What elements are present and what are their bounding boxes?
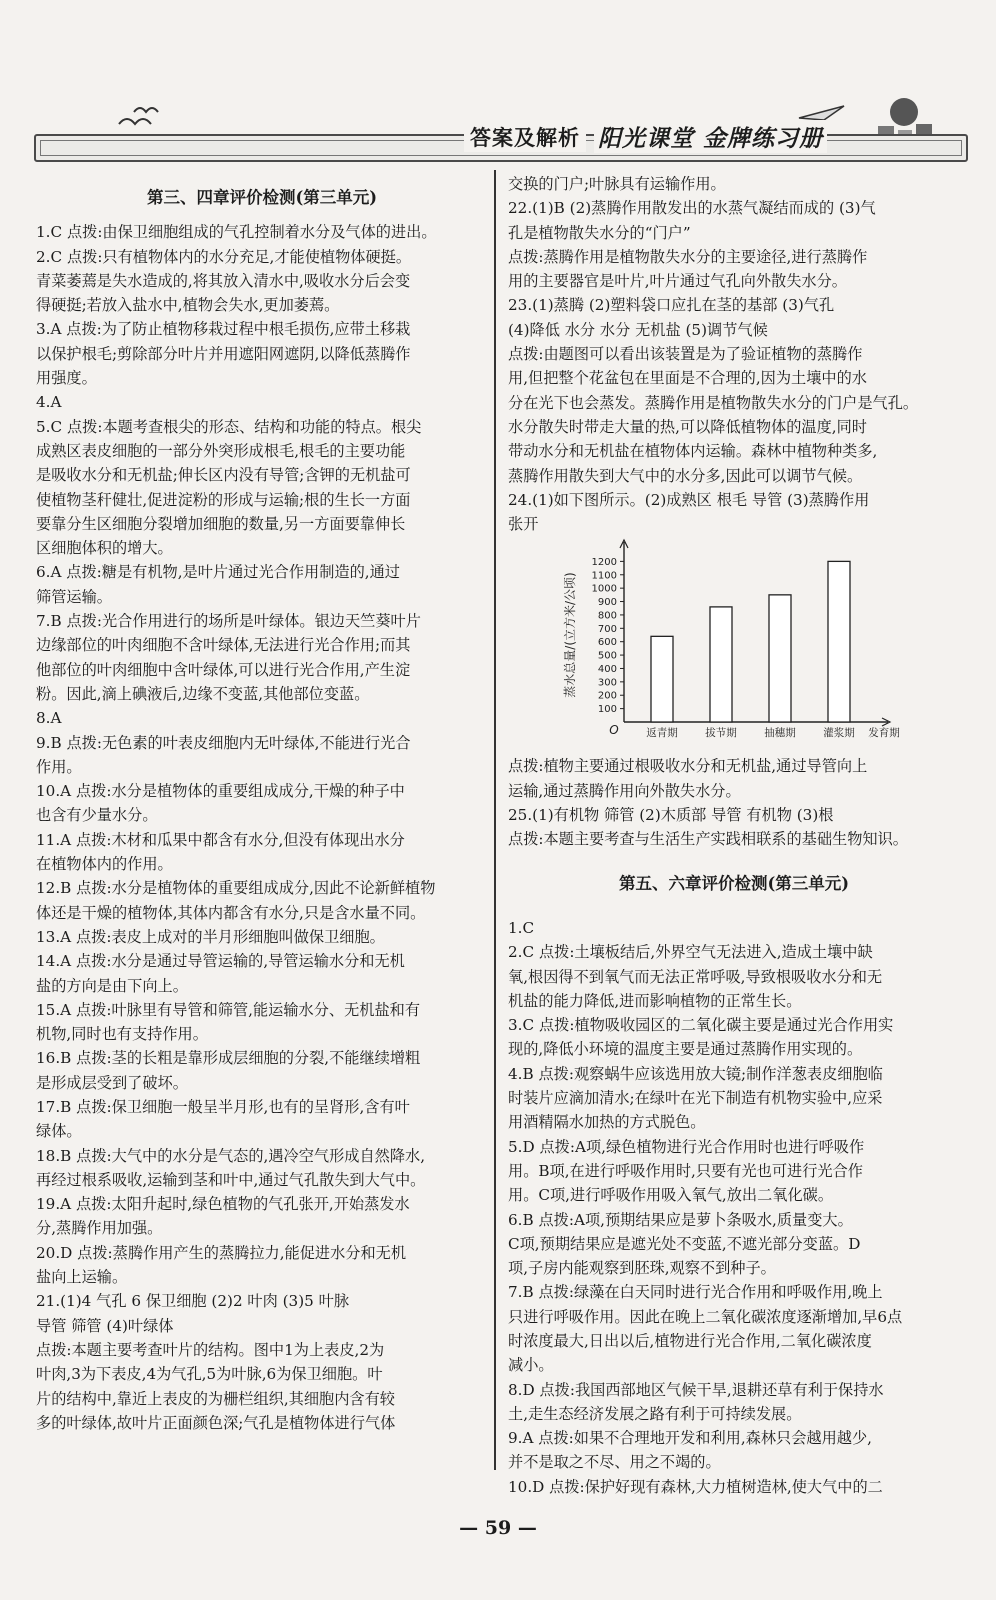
header-brand: 阳光课堂 金牌练习册 (594, 120, 827, 153)
answer-line: 作用。 (36, 757, 82, 776)
answer-line: 得硬挺;若放入盐水中,植物会失水,更加萎蔫。 (36, 296, 340, 315)
answer-line: 时浓度最大,日出以后,植物进行光合作用,二氧化碳浓度 (508, 1331, 872, 1350)
answer-line: 用酒精隔水加热的方式脱色。 (508, 1113, 706, 1132)
y-tick-label: 1100 (591, 570, 617, 582)
answer-line: 用。C项,进行呼吸作用吸入氧气,放出二氧化碳。 (508, 1186, 834, 1205)
answer-line: 氧,根因得不到氧气而无法正常呼吸,导致根吸收水分和无 (508, 967, 883, 986)
answer-line: 12.B 点拨:水分是植物体的重要组成成分,因此不论新鲜植物 (36, 879, 436, 898)
x-tick-label: 返青期 (646, 727, 678, 740)
answer-line: 现的,降低小环境的温度主要是通过蒸腾作用实现的。 (508, 1040, 863, 1059)
answer-line: 是吸收水分和无机盐;伸长区内没有导管;含钾的无机盐可 (36, 466, 411, 485)
answer-line: 再经过根系吸收,运输到茎和叶中,通过气孔散失到大气中。 (36, 1170, 426, 1189)
answer-line: 张开 (508, 515, 539, 534)
answer-line: 减小。 (508, 1356, 554, 1375)
y-tick-label: 1200 (591, 557, 617, 569)
answer-line: 导管 筛管 (4)叶绿体 (36, 1316, 174, 1335)
left-answer-list (36, 220, 488, 1435)
answer-line: 是形成层受到了破坏。 (36, 1073, 188, 1092)
answer-line: C项,预期结果应是遮光处不变蓝,不遮光部分变蓝。D (508, 1234, 861, 1253)
bar-chart (508, 536, 960, 754)
answer-line: 边缘部位的叶肉细胞不含叶绿体,无法进行光合作用;而其 (36, 636, 411, 655)
answer-line: 交换的门户;叶脉具有运输作用。 (508, 175, 726, 193)
answer-line: 只进行呼吸作用。因此在晚上二氧化碳浓度逐渐增加,早6点 (508, 1307, 903, 1326)
answer-line: 2.C 点拨:只有植物体内的水分充足,才能使植物体硬挺。 (36, 247, 412, 266)
answer-line: 8.D 点拨:我国西部地区气候干旱,退耕还草有利于保持水 (508, 1380, 884, 1399)
answer-line: 点拨:本题主要考查与生活生产实践相联系的基础生物知识。 (508, 830, 908, 849)
answer-line: 使植物茎秆健壮,促进淀粉的形成与运输;根的生长一方面 (36, 490, 411, 509)
answer-line: 水分散失时带走大量的热,可以降低植物体的温度,同时 (508, 417, 867, 436)
answer-line: 并不是取之不尽、用之不竭的。 (508, 1453, 721, 1472)
answer-line: 他部位的叶肉细胞中含叶绿体,可以进行光合作用,产生淀 (36, 660, 411, 679)
x-tick-label: 抽穗期 (764, 727, 796, 740)
left-column (36, 172, 488, 1435)
y-tick-label: 700 (597, 624, 617, 636)
x-tick-label: 灌浆期 (823, 727, 855, 740)
y-tick-label: 100 (597, 704, 617, 716)
answer-line: 25.(1)有机物 筛管 (2)木质部 导管 有机物 (3)根 (508, 806, 834, 825)
answer-line: 区细胞体积的增大。 (36, 539, 173, 558)
answer-line: 要靠分生区细胞分裂增加细胞的数量,另一方面要靠伸长 (36, 514, 406, 533)
answer-line: 片的结构中,靠近上表皮的为栅栏组织,其细胞内含有较 (36, 1389, 395, 1408)
answer-line: 1.C (508, 918, 535, 937)
answer-line: 运输,通过蒸腾作用向外散失水分。 (508, 781, 741, 800)
answer-line: 在植物体内的作用。 (36, 855, 173, 874)
answer-line: 9.B 点拨:无色素的叶表皮细胞内无叶绿体,不能进行光合 (36, 733, 411, 752)
answer-line: 19.A 点拨:太阳升起时,绿色植物的气孔张开,开始蒸发水 (36, 1195, 410, 1214)
column-divider (494, 170, 496, 1470)
answer-line: 体还是干燥的植物体,其体内都含有水分,只是含水量不同。 (36, 903, 426, 922)
answer-line: 盐的方向是由下向上。 (36, 976, 188, 995)
answer-line: 11.A 点拨:木材和瓜果中都含有水分,但没有体现出水分 (36, 830, 405, 849)
answer-line: 18.B 点拨:大气中的水分是气态的,遇冷空气形成自然降水, (36, 1146, 426, 1165)
section-title-right: 第五、六章评价检测(第三单元) (618, 873, 850, 893)
answer-line: 成熟区表皮细胞的一部分外突形成根毛,根毛的主要功能 (36, 441, 406, 460)
answer-line: 1.C 点拨:由保卫细胞组成的气孔控制着水分及气体的进出。 (36, 223, 437, 242)
bar-chart-svg (508, 536, 960, 754)
x-axis-label: 发育期 (868, 727, 900, 740)
y-tick-label: 600 (597, 637, 617, 649)
answer-line: 22.(1)B (2)蒸腾作用散发出的水蒸气凝结而成的 (3)气 (508, 199, 876, 218)
answer-line: 点拨:植物主要通过根吸收水分和无机盐,通过导管向上 (508, 757, 868, 776)
answer-line: 项,子房内能观察到胚珠,观察不到种子。 (508, 1259, 776, 1278)
answer-line: 5.D 点拨:A项,绿色植物进行光合作用时也进行呼吸作 (508, 1137, 865, 1156)
answer-line: 时装片应滴加清水;在绿叶在光下制造有机物实验中,应采 (508, 1089, 883, 1108)
page-header (34, 98, 964, 164)
answer-line: 13.A 点拨:表皮上成对的半月形细胞叫做保卫细胞。 (36, 927, 385, 946)
answer-line: 叶肉,3为下表皮,4为气孔,5为叶脉,6为保卫细胞。叶 (36, 1365, 383, 1384)
y-tick-label: 400 (597, 664, 617, 676)
answer-line: 23.(1)蒸腾 (2)塑料袋口应扎在茎的基部 (3)气孔 (508, 296, 835, 315)
answer-line: 2.C 点拨:土壤板结后,外界空气无法进入,造成土壤中缺 (508, 943, 873, 962)
answer-line: 也含有少量水分。 (36, 806, 158, 825)
answer-line: 20.D 点拨:蒸腾作用产生的蒸腾拉力,能促进水分和无机 (36, 1243, 407, 1262)
answer-line: 机盐的能力降低,进而影响植物的正常生长。 (508, 991, 802, 1010)
bar (710, 607, 732, 722)
answer-line: 15.A 点拨:叶脉里有导管和筛管,能运输水分、无机盐和有 (36, 1000, 421, 1019)
right-answer-list-c (508, 916, 960, 1499)
answer-line: 点拨:蒸腾作用是植物散失水分的主要途径,进行蒸腾作 (508, 247, 868, 266)
answer-line: 21.(1)4 气孔 6 保卫细胞 (2)2 叶肉 (3)5 叶脉 (36, 1292, 350, 1311)
answer-line: 4.A (36, 393, 62, 412)
answer-line: 土,走生态经济发展之路有利于可持续发展。 (508, 1404, 802, 1423)
bar (651, 637, 673, 723)
answer-line: 带动水分和无机盐在植物体内运输。森林中植物种类多, (508, 442, 878, 461)
answer-line: 分在光下也会蒸发。蒸腾作用是植物散失水分的门户是气孔。 (508, 393, 919, 412)
answer-line: 多的叶绿体,故叶片正面颜色深;气孔是植物体进行气体 (36, 1413, 396, 1432)
answer-line: 用强度。 (36, 369, 97, 388)
answer-line: 7.B 点拨:绿藻在白天同时进行光合作用和呼吸作用,晚上 (508, 1283, 883, 1302)
answer-line: (4)降低 水分 水分 无机盐 (5)调节气候 (508, 320, 768, 339)
y-tick-label: 300 (597, 677, 617, 689)
origin-label: O (609, 723, 619, 738)
birds-icon (64, 98, 184, 138)
answer-line: 用。B项,在进行呼吸作用时,只要有光也可进行光合作 (508, 1161, 863, 1180)
y-tick-label: 1000 (591, 584, 617, 596)
answer-line: 青菜萎蔫是失水造成的,将其放入清水中,吸收水分后会变 (36, 271, 411, 290)
answer-line: 孔是植物散失水分的“门户” (508, 223, 691, 242)
answer-line: 粉。因此,滴上碘液后,边缘不变蓝,其他部位变蓝。 (36, 684, 370, 703)
y-tick-label: 500 (597, 651, 617, 663)
answer-line: 4.B 点拨:观察蜗牛应该选用放大镜;制作洋葱表皮细胞临 (508, 1064, 883, 1083)
right-answer-list-a (508, 172, 960, 536)
answer-line: 以保护根毛;剪除部分叶片并用遮阳网遮阴,以降低蒸腾作 (36, 344, 411, 363)
answer-line: 点拨:由题图可以看出该装置是为了验证植物的蒸腾作 (508, 345, 863, 364)
answer-line: 6.A 点拨:糖是有机物,是叶片通过光合作用制造的,通过 (36, 563, 400, 582)
bar (828, 562, 850, 723)
answer-line: 用,但把整个花盆包在里面是不合理的,因为土壤中的水 (508, 369, 867, 388)
answer-line: 24.(1)如下图所示。(2)成熟区 根毛 导管 (3)蒸腾作用 (508, 490, 870, 509)
answer-line: 16.B 点拨:茎的长粗是靠形成层细胞的分裂,不能继续增粗 (36, 1049, 421, 1068)
y-tick-label: 900 (597, 597, 617, 609)
right-answer-list-b (508, 754, 960, 851)
answer-line: 9.A 点拨:如果不合理地开发和利用,森林只会越用越少, (508, 1429, 872, 1448)
header-title: 答案及解析 (464, 122, 586, 152)
answer-line: 10.A 点拨:水分是植物体的重要组成成分,干燥的种子中 (36, 782, 405, 801)
answer-line: 筛管运输。 (36, 587, 112, 606)
y-axis-label: 蒸水总量/(立方米/公顷) (563, 572, 577, 699)
answer-line: 3.C 点拨:植物吸收园区的二氧化碳主要是通过光合作用实 (508, 1016, 894, 1035)
answer-line: 7.B 点拨:光合作用进行的场所是叶绿体。银边天竺葵叶片 (36, 612, 421, 631)
answer-line: 绿体。 (36, 1122, 82, 1141)
answer-line: 蒸腾作用散失到大气中的水分多,因此可以调节气候。 (508, 466, 863, 485)
answer-line: 3.A 点拨:为了防止植物移栽过程中根毛损伤,应带土移栽 (36, 320, 411, 339)
answer-line: 8.A (36, 709, 62, 728)
bar (769, 595, 791, 722)
answer-line: 17.B 点拨:保卫细胞一般呈半月形,也有的呈肾形,含有叶 (36, 1097, 410, 1116)
answer-line: 分,蒸腾作用加强。 (36, 1219, 163, 1238)
right-column (508, 172, 960, 1499)
answer-line: 6.B 点拨:A项,预期结果应是萝卜条吸水,质量变大。 (508, 1210, 853, 1229)
answer-line: 机物,同时也有支持作用。 (36, 1025, 208, 1044)
answer-line: 用的主要器官是叶片,叶片通过气孔向外散失水分。 (508, 272, 847, 291)
page-number: — 59 — (459, 1517, 537, 1539)
answer-line: 14.A 点拨:水分是通过导管运输的,导管运输水分和无机 (36, 952, 405, 971)
section-title-left: 第三、四章评价检测(第三单元) (146, 188, 378, 207)
answer-line: 10.D 点拨:保护好现有森林,大力植树造林,使大气中的二 (508, 1477, 883, 1496)
answer-line: 盐向上运输。 (36, 1268, 128, 1287)
y-tick-label: 200 (597, 691, 617, 703)
y-tick-label: 800 (597, 610, 617, 622)
x-tick-label: 拔节期 (705, 727, 737, 740)
answer-line: 5.C 点拨:本题考查根尖的形态、结构和功能的特点。根尖 (36, 417, 422, 436)
answer-line: 点拨:本题主要考查叶片的结构。图中1为上表皮,2为 (36, 1340, 385, 1359)
